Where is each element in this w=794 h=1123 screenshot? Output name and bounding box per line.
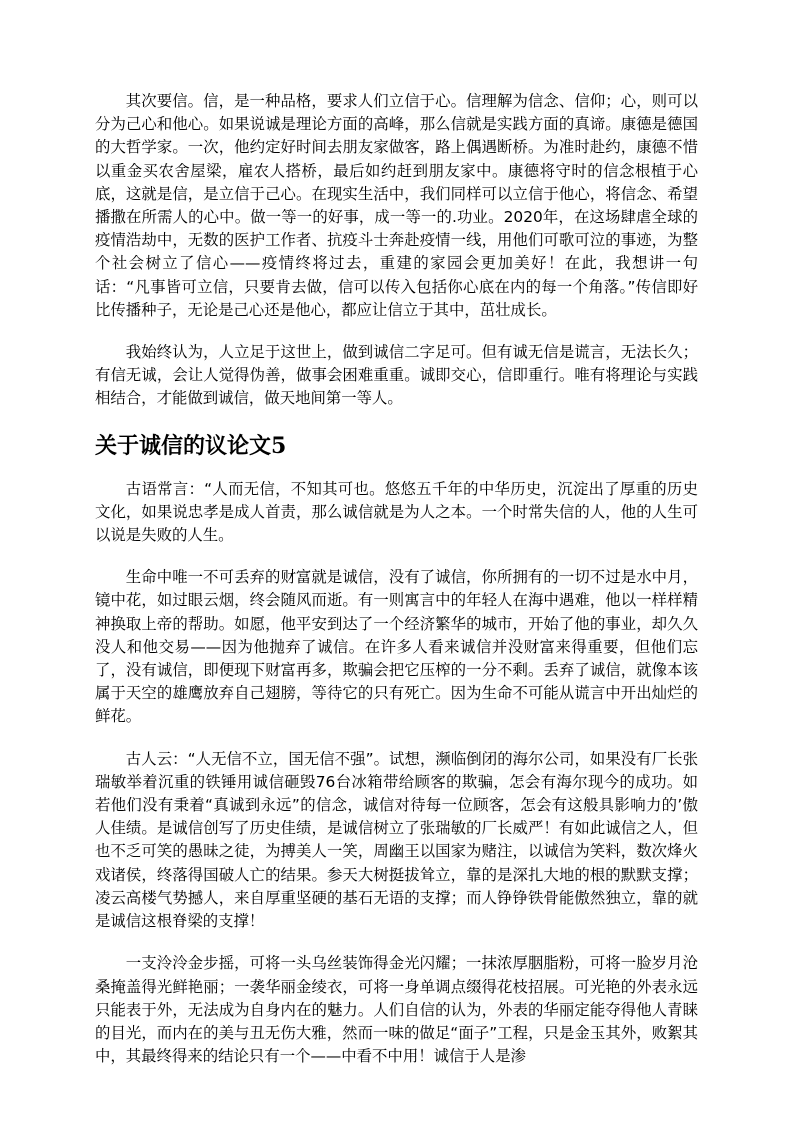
document-page — [95, 90, 698, 1087]
paragraph-appearance: 一支泠泠金步摇，可将一头乌丝装饰得金光闪耀；一抹浓厚胭脂粉，可将一脸岁月沧桑掩盖得光鲜艳丽；一袭华丽金绫衣，可将一身单调点缀得花枝招展。可光艳的外表永远只能表于外，无法成为自身内在的魅力。人们自信的认为，外表的华丽定能夺得他人青睐的目光，而内在的美与丑无伤大雅，然而一味的做足“面子”工程，只是金玉其外，败絮其中，其最终得来的结论只有一个——中看不中用！诚信于人是渗 — [95, 954, 698, 1066]
paragraph-wealth-of-integrity: 生命中唯一不可丢弃的财富就是诚信，没有了诚信，你所拥有的一切不过是水中月，镜中花，如过眼云烟，终会随风而逝。有一则寓言中的年轻人在海中遇难，他以一样样精神换取上帝的帮助。如愿，他平安到达了一个经济繁华的城市，开始了他的事业，却久久没人和他交易——因为他抛弃了诚信。在许多人看来诚信并没财富来得重要，但他们忘了，没有诚信，即便现下财富再多，欺骗会把它压榨的一分不剩。丢弃了诚信，就像本该属于天空的雄鹰放弃自己翅膀，等待它的只有死亡。因为生命不可能从谎言中开出灿烂的鲜花。 — [95, 568, 698, 726]
paragraph-conclusion: 我始终认为，人立足于这世上，做到诚信二字足可。但有诚无信是谎言，无法长久；有信无诚，会让人觉得伪善，做事会困难重重。诚即交心，信即重行。唯有将理论与实践相结合，才能做到诚信，做天地间第一等人。 — [95, 343, 698, 408]
paragraph-haier-example: 古人云：“人无信不立，国无信不强”。试想，濒临倒闭的海尔公司，如果没有厂长张瑞敏举着沉重的铁锤用诚信砸毁76台冰箱带给顾客的欺骗，怎会有海尔现今的成功。如若他们没有秉着“真诚到永远”的信念，诚信对待每一位顾客，怎会有这般具影响力的’傲人佳绩。是诚信创写了历史佳绩，是诚信树立了张瑞敏的厂长威严！有如此诚信之人，但也不乏可笑的愚昧之徒，为搏美人一笑，周幽王以国家为赌注，以诚信为笑料，数次烽火戏诸侯，终落得国破人亡的结果。参天大树挺拔耸立，靠的是深扎大地的根的默默支撑；凌云高楼气势撼人，来自厚重坚硬的基石无语的支撑；而人铮铮铁骨能傲然独立，靠的就是诚信这根脊梁的支撑！ — [95, 749, 698, 931]
section-title: 关于诚信的议论文5 — [95, 432, 287, 459]
paragraph-ancient-saying: 古语常言：“人而无信，不知其可也。悠悠五千年的中华历史，沉淀出了厚重的历史文化，如果说忠孝是成人首责，那么诚信就是为人之本。一个时常失信的人，他的人生可以说是失败的人生。 — [95, 479, 698, 545]
paragraph-trust: 其次要信。信，是一种品格，要求人们立信于心。信理解为信念、信仰；心，则可以分为己心和他心。如果说诚是理论方面的高峰，那么信就是实践方面的真谛。康德是德国的大哲学家。一次，他约定好时间去朋友家做客，路上偶遇断桥。为准时赴约，康德不惜以重金买农舍屋梁，雇农人搭桥，最后如约赶到朋友家中。康德将守时的信念根植于心底，这就是信，是立信于己心。在现实生活中，我们同样可以立信于他心，将信念、希望播撒在所需人的心中。做一等一的好事，成一等一的.功业。2020年，在这场肆虐全球的疫情浩劫中，无数的医护工作者、抗疫斗士奔赴疫情一线，用他们可歌可泣的事迹，为整个社会树立了信心——疫情终将过去，重建的家园会更加美好！在此，我想讲一句话：“凡事皆可立信，只要肯去做，信可以传入包括你心底在内的每一个角落。”传信即好比传播种子，无论是己心还是他心，都应让信立于其中，茁壮成长。 — [95, 92, 698, 319]
